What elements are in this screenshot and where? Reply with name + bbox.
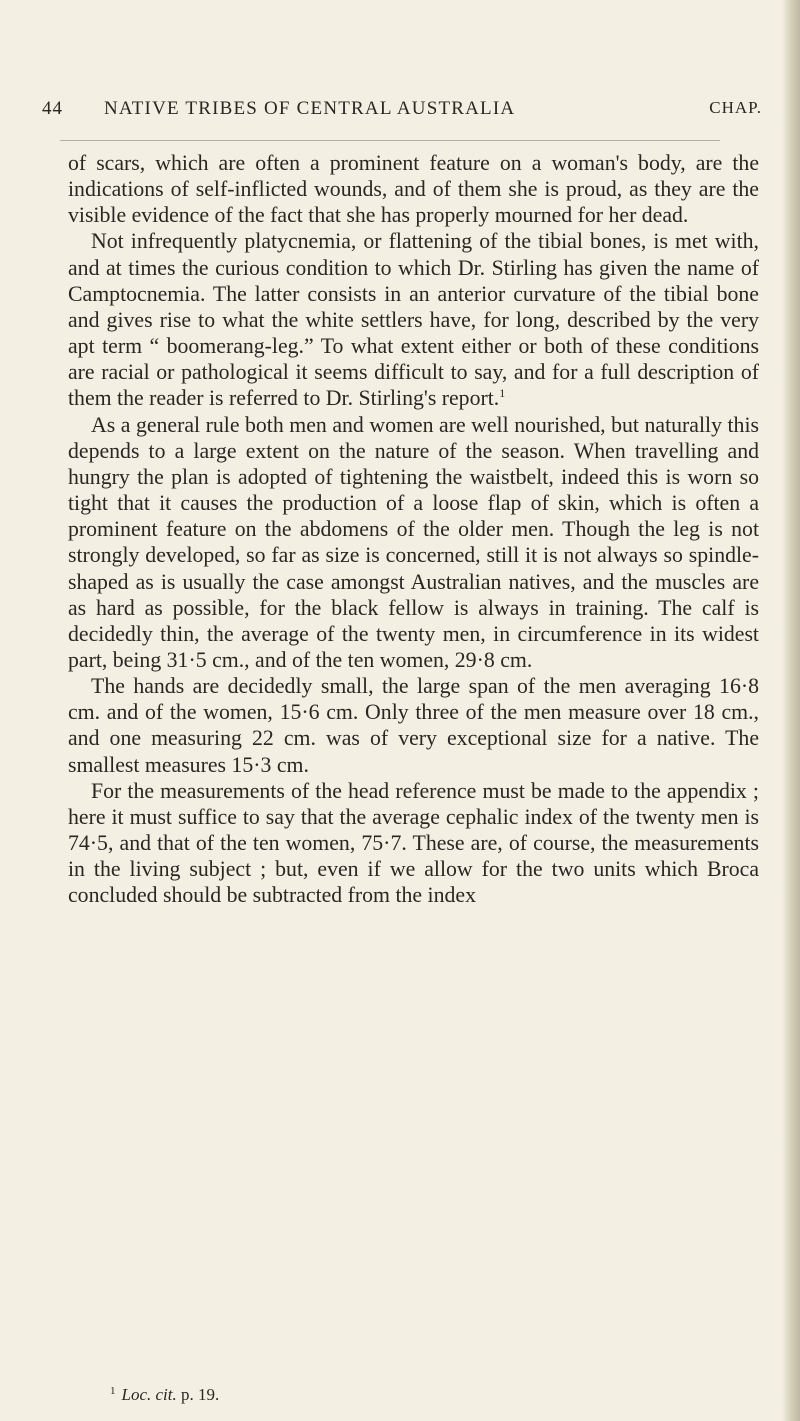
- footnote-citation: Loc. cit.: [121, 1385, 177, 1404]
- running-header: [42, 98, 762, 128]
- page-number: 44: [42, 98, 63, 119]
- chapter-abbrev: CHAP.: [709, 98, 762, 117]
- header-rule: [60, 140, 720, 141]
- body-text: [68, 150, 759, 909]
- paragraph-5: For the measurements of the head reference must be made to the appendix ; here it must suffice to say that the average cephalic index of the twenty men is 74·5, and that of the ten women, 75·7. These are, of course, the measurements in the living subject ; but, even if we allow for the two units which Broca concluded should be subtracted from the index: [68, 778, 759, 908]
- paragraph-2-text: Not infrequently platycnemia, or flattening of the tibial bones, is met with, and at times the curious condition to which Dr. Stirling has given the name of Camptocnemia. The latter consists in an anterior curvature of the tibial bone and gives rise to what the white settlers have, for long, described by the very apt term “ boomerang-leg.” To what extent either or both of these conditions are racial or pathological it seems difficult to say, and for a full description of them the reader is referred to Dr. Stirling's report.: [68, 229, 759, 411]
- footnote-marker: 1: [110, 1385, 116, 1397]
- paragraph-1: of scars, which are often a prominent feature on a woman's body, are the indications of self-inflicted wounds, and of them she is proud, as they are the visible evidence of the fact that she has properly mourned for her dead.: [68, 151, 759, 228]
- paragraph-4: The hands are decidedly small, the large span of the men averaging 16·8 cm. and of the women, 15·6 cm. Only three of the men measure over 18 cm., and one measuring 22 cm. was of very exceptional size for a native. The smallest measures 15·3 cm.: [68, 674, 759, 777]
- paragraph-3: As a general rule both men and women are well nourished, but naturally this depends to a large extent on the nature of the season. When travelling and hungry the plan is adopted of tightening the waistbelt, indeed this is worn so tight that it causes the production of a loose flap of skin, which is often a prominent feature on the abdomens of the older men. Though the leg is not strongly developed, so far as size is concerned, still it is not always so spindle-shaped as is usually the case amongst Australian natives, and the muscles are as hard as possible, for the black fellow is always in training. The calf is decidedly thin, the average of the twenty men, in circumference in its widest part, being 31·5 cm., and of the ten women, 29·8 cm.: [68, 412, 759, 672]
- page-edge-shadow: [782, 0, 800, 1421]
- footnote-reference: 1: [499, 386, 506, 401]
- footnote-page: p. 19.: [181, 1385, 220, 1404]
- paragraph-2: [68, 228, 759, 411]
- running-title: NATIVE TRIBES OF CENTRAL AUSTRALIA: [104, 98, 516, 119]
- footnote: [110, 1380, 610, 1406]
